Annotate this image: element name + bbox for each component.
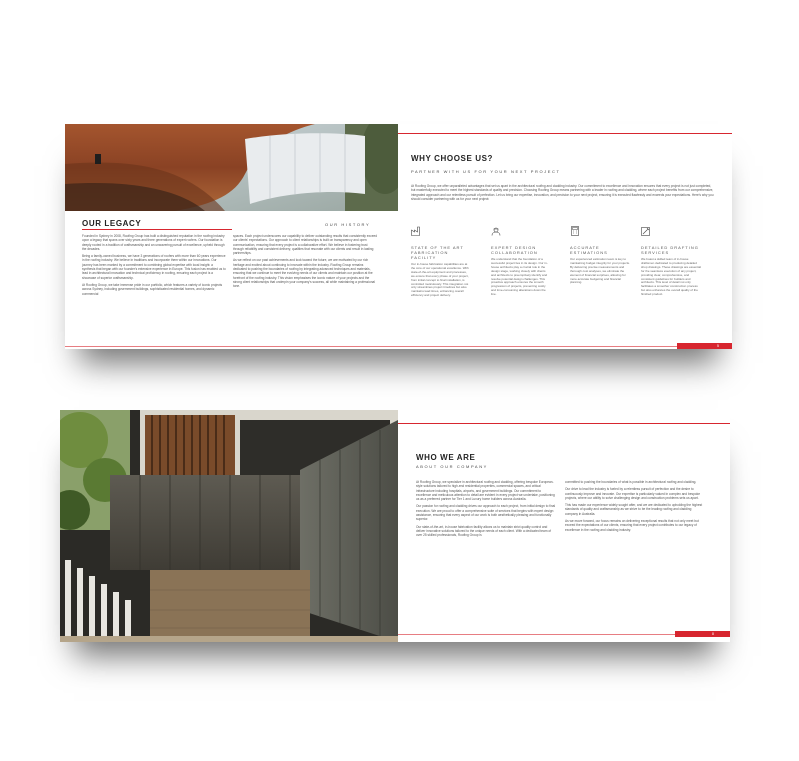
feature-desc: We understand that the foundation of a successful project lies in its design. Our in-house architects play a crucial role in the design stage, working closely with clients and architects to preemptively identify and resolve potential design challenges. This proactive approach ensures the smooth progression of projects, preventing costly and time-consuming alterations down the line. — [491, 257, 548, 297]
who-title: WHO WE ARE — [416, 453, 476, 462]
paragraph: As we move forward, our focus remains on delivering exceptional results that not only meet but exceed the expectations of our clients, ensuring that every project contributes to our legacy of excellence in the roofing and cladding industry. — [565, 519, 699, 532]
paragraph: This has made our experience widely sought after, and we are dedicated to upholding the highest standards of quality and craftsmanship as we strive to be the leading roofing and cladding company in Australia. — [565, 503, 703, 516]
feature-desc: Our in-house fabrication capabilities are at the core of our operational excellence. With state-of-the-art equipment and processes, we ensure that every phase of your project, from initial concept to final installation, is controlled meticulously. This integration not only streamlines project timelines but also maintains lead times, enhancing overall efficiency and project delivery. — [411, 262, 469, 298]
legacy-title: OUR LEGACY — [82, 219, 142, 228]
drafting-icon — [641, 226, 651, 236]
feature-title: EXPERT DESIGN COLLABORATION — [491, 245, 538, 255]
paragraph: committed to pushing the boundaries of what is possible in architectural roofing and cladding. — [565, 480, 697, 484]
paragraph: As we reflect on our past achievements and look toward the future, we are motivated by our rich heritage and excited about continuing to innovate within the industry. Roofing Group remains dedicated to pushing the boundaries of roofing by integrating advanced techniques and materials, ensuring that we continue to meet the evolving needs of our clients and maintain our position at the forefront of the roofing industry. This vision emphasises the iconic nature of your projects and the strong client relationships that underpin your company's success, all while maintaining a professional tone. — [233, 258, 375, 289]
top-rule — [398, 423, 730, 424]
who-subtitle: ABOUT OUR COMPANY — [416, 464, 488, 469]
paragraph: At Roofing Group, we take immense pride in our portfolio, which features a variety of iconic projects across Sydney, including government buildings, sophisticated residential homes, and dynamic commercial — [82, 282, 223, 296]
paragraph: At Roofing Group, we specialize in architectural roofing and cladding, offering bespoke European-style solutions tailored to high-end residential properties, commercial spaces, and critical infrastructure including hospitals, airports, and government buildings. Our commitment to excellence and meticulous attention to detail are evident in every project we undertake, positioning us as a preferred partner for Tier 1 and Luxury home builders across Australia. — [416, 480, 555, 502]
feature-design — [491, 226, 551, 297]
why-title: WHY CHOOSE US? — [411, 154, 494, 163]
feature-estimation — [570, 226, 630, 285]
feature-drafting — [641, 226, 701, 297]
page-number-tab — [677, 343, 732, 349]
feature-title: STATE OF THE ART FABRICATION FACILITY — [411, 245, 464, 260]
paragraph: Our drive to lead the industry is fueled by a relentless pursuit of perfection and the desire to continuously improve and innovate. Our expertise is particularly valued in complex and bespoke projects, where our ability to solve challenging design and construction problems sets us apart. — [565, 487, 701, 500]
legacy-column-2 — [233, 234, 378, 292]
curved-building-photo — [65, 124, 398, 211]
brochure-spread-who-we-are — [60, 410, 730, 642]
engineer-icon — [491, 226, 501, 236]
why-subtitle: PARTNER WITH US FOR YOUR NEXT PROJECT — [411, 169, 561, 174]
why-intro: At Roofing Group, we offer unparalleled advantages that set us apart in the architectural roofing and cladding industry. Our commitment to excellence and innovation ensures that every project is not just completed, but masterfully executed to meet the highest standards of quality and precision. Choosing Roofing Group means partnering with a leader in roofing and cladding, where each project benefits from our comprehensive, integrated approach and our relentless pursuit of perfection. Let us bring our expertise, innovation, and precision to your next project, ensuring it is executed flawlessly and exceeds your expectations. Here's why you should consider partnering with us for your next project: — [411, 184, 714, 201]
feature-fabrication — [411, 226, 471, 298]
modern-house-photo — [60, 410, 398, 642]
page-number-tab — [675, 631, 730, 637]
bottom-rule — [65, 343, 732, 348]
page-number: 8 — [712, 631, 714, 636]
legacy-column-1 — [82, 234, 227, 299]
history-label: OUR HISTORY — [325, 222, 371, 227]
feature-title: DETAILED DRAFTING SERVICES — [641, 245, 699, 255]
feature-desc: We boast a skilled team of in-house draftsmen dedicated to producing detailed shop drawings. These drawings are essential for the seamless execution of any project, providing clear, comprehensive, and consistent guidelines for builders and architects. This level of detail not only facilitates a smoother construction process but also enhances the overall quality of the finished product. — [641, 257, 701, 297]
feature-title: ACCURATE ESTIMATIONS — [570, 245, 608, 255]
who-column-2 — [565, 480, 705, 535]
factory-icon — [411, 226, 421, 236]
feature-desc: Our experienced estimation team is key to maintaining budget integrity for your projects. By delivering precise measurements and thorough cost analyses, we eliminate the element of financial surprises, allowing for more accurate budgeting and financial planning. — [570, 257, 630, 285]
paragraph: spaces. Each project underscores our capability to deliver outstanding results that consistently exceed our clients' expectations. Our approach to client relationships is built on transparency and open communication, ensuring that every project is a collaborative effort. We believe in fostering trust through reliability and consistent delivery, qualities that resonate with our clients and result in lasting partnerships. — [233, 234, 378, 256]
calculator-icon — [570, 226, 580, 236]
divider — [82, 229, 232, 230]
paragraph: Founded in Sydney in 2008, Roofing Group has built a distinguished reputation in the roofing industry upon a legacy that spans over sixty years and three generations of expert roofers. Our foundation is deeply rooted in a tradition of craftsmanship and an unwavering pursuit of excellence, upheld through the decades. — [82, 234, 225, 251]
page-number: 5 — [717, 343, 719, 348]
who-column-1 — [416, 480, 556, 541]
top-rule — [398, 133, 732, 134]
brochure-spread-legacy — [65, 124, 732, 349]
paragraph: Being a family-owned business, we have 3 generations of roofers with more than 60 years experience in the roofing industry. We believe in traditions and incorporate them within our innovations. Our journey has been marked by a commitment to combining global expertise with local insight: a synthesis that began with our founder's extensive experience in Europe. This fusion has enabled us to lead in architectural innovation and technical proficiency in roofing, ensuring each project is a showcase of superior craftsmanship. — [82, 254, 226, 280]
paragraph: Our state-of-the-art, in-house fabrication facility allows us to maintain strict quality control and deliver innovative solutions tailored to the unique needs of each client. With a dedicated team of over 25 skilled professionals, Roofing Group is — [416, 524, 552, 538]
paragraph: Our passion for roofing and cladding drives our approach to each project, from initial design to final execution. We are proud to offer a comprehensive suite of services that begins with expert design assistance, ensuring that every aspect of our work is both aesthetically pleasing and functionally superior. — [416, 504, 556, 522]
